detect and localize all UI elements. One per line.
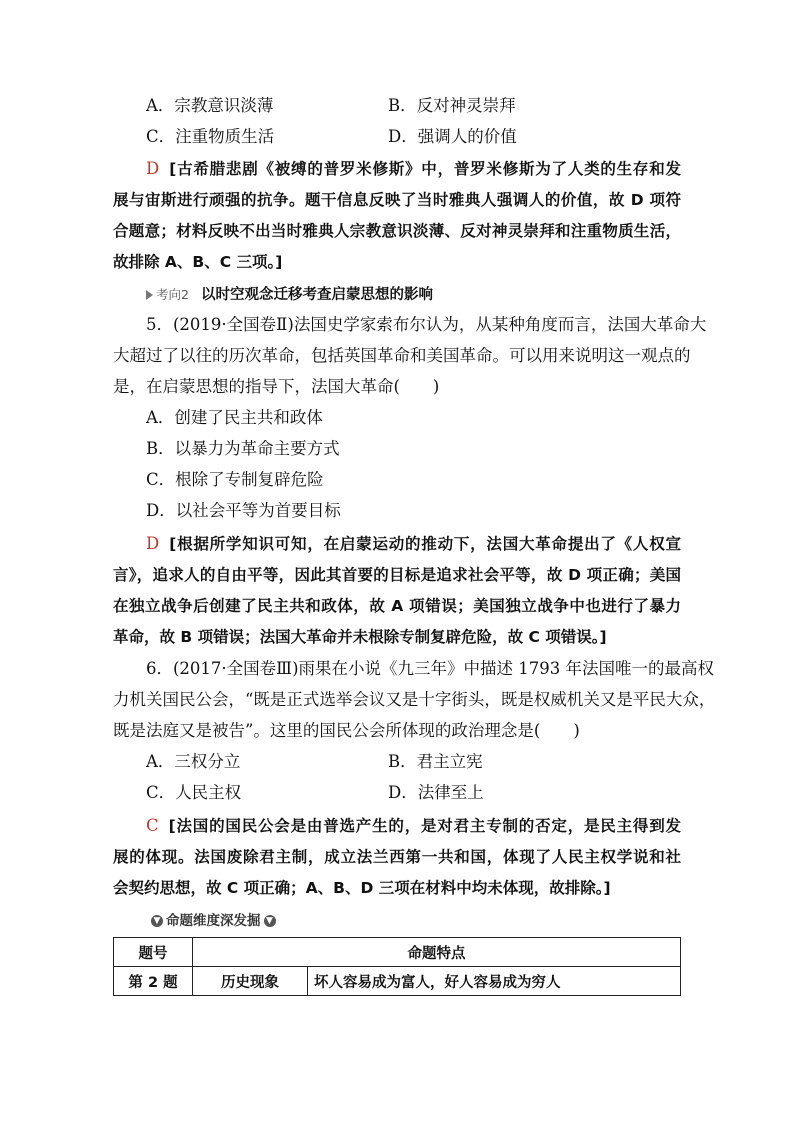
q6-answer-line-3: 会契约思想，故 C 项正确；A、B、D 三项在材料中均未体现，故排除。] xyxy=(113,879,611,897)
q6-stem-line-1: 6．(2017·全国卷Ⅲ)雨果在小说《九三年》中描述 1793 年法国唯一的最高权 xyxy=(146,659,715,678)
triangle-icon xyxy=(146,290,153,300)
q5-answer-line-3: 在独立战争后创建了民主共和政体，故 A 项错误；美国独立战争中也进行了暴力 xyxy=(113,597,681,615)
table-row xyxy=(114,967,681,996)
q5-answer-line-2: 言》，追求人的自由平等，因此其首要的目标是追求社会平等，故 D 项正确；美国 xyxy=(113,566,681,584)
q6-answer-line-1 xyxy=(146,815,681,837)
feature-table xyxy=(113,937,681,996)
table-header-row xyxy=(114,938,681,967)
table-cell-id: 第 2 题 xyxy=(114,967,193,996)
q5-answer-line-4: 革命，故 B 项错误；法国大革命并未根除专制复辟危险，故 C 项错误。] xyxy=(113,628,607,646)
q4-answer-letter: D xyxy=(146,159,160,178)
q4-option-c: C．注重物质生活 xyxy=(146,127,275,146)
q5-answer-text-1: [根据所学知识可知，在启蒙运动的推动下，法国大革命提出了《人权宣 xyxy=(169,535,681,553)
q6-option-d: D．法律至上 xyxy=(388,783,484,802)
q6-answer-letter: C xyxy=(146,816,159,835)
q4-option-a: A．宗教意识淡薄 xyxy=(146,96,274,115)
q6-answer-text-1: [法国的国民公会是由普选产生的，是对君主专制的否定，是民主得到发 xyxy=(168,817,681,835)
q4-answer-line-3: 合题意；材料反映不出当时雅典人宗教意识淡薄、反对神灵崇拜和注重物质生活， xyxy=(113,222,681,240)
q5-stem-line-3: 是，在启蒙思想的指导下，法国大革命( ) xyxy=(113,377,440,396)
q6-option-a: A．三权分立 xyxy=(146,752,241,771)
q4-option-b: B．反对神灵崇拜 xyxy=(388,96,516,115)
q4-option-d: D．强调人的价值 xyxy=(388,127,517,146)
q6-stem-line-3: 既是法庭又是被告”。这里的国民公会所体现的政治理念是( ) xyxy=(113,721,580,740)
q4-answer-line-1 xyxy=(146,158,681,180)
table-cell-desc: 坏人容易成为富人，好人容易成为穷人 xyxy=(308,967,681,996)
q5-option-c: C．根除了专制复辟危险 xyxy=(146,470,324,489)
q4-answer-text-1: [古希腊悲剧《被缚的普罗米修斯》中，普罗米修斯为了人类的生存和发 xyxy=(169,160,681,178)
q5-answer-line-1 xyxy=(146,533,681,555)
q5-option-a: A．创建了民主共和政体 xyxy=(146,408,323,427)
deep-dig-heading xyxy=(148,911,279,931)
table-header-feature: 命题特点 xyxy=(193,938,681,967)
section-tag: 考向2 xyxy=(156,287,189,302)
q5-option-d: D．以社会平等为首要目标 xyxy=(146,501,341,520)
q6-option-c: C．人民主权 xyxy=(146,783,242,802)
chevron-down-icon: ▼ xyxy=(264,915,276,927)
q6-answer-line-2: 展的体现。法国废除君主制，成立法兰西第一共和国，体现了人民主权学说和社 xyxy=(113,848,681,866)
table-cell-type: 历史现象 xyxy=(193,967,308,996)
section-heading xyxy=(146,285,433,305)
q4-answer-line-2: 展与宙斯进行顽强的抗争。题干信息反映了当时雅典人强调人的价值，故 D 项符 xyxy=(113,191,681,209)
table-header-id: 题号 xyxy=(114,938,193,967)
q5-answer-letter: D xyxy=(146,534,160,553)
q5-stem-line-1: 5．(2019·全国卷Ⅱ)法国史学家索布尔认为，从某种角度而言，法国大革命大 xyxy=(146,315,707,334)
q4-answer-line-4: 故排除 A、B、C 三项。] xyxy=(113,253,283,271)
q6-stem-line-2: 力机关国民公会，“既是正式选举会议又是十字街头，既是权威机关又是平民大众， xyxy=(113,690,716,709)
chevron-down-icon: ▼ xyxy=(151,915,163,927)
section-title: 以时空观念迁移考查启蒙思想的影响 xyxy=(200,287,433,303)
q6-option-b: B．君主立宪 xyxy=(388,752,483,771)
q5-option-b: B．以暴力为革命主要方式 xyxy=(146,439,340,458)
q5-stem-line-2: 大超过了以往的历次革命，包括英国革命和美国革命。可以用来说明这一观点的 xyxy=(113,346,691,365)
deep-dig-title: 命题维度深发掘 xyxy=(166,913,261,929)
